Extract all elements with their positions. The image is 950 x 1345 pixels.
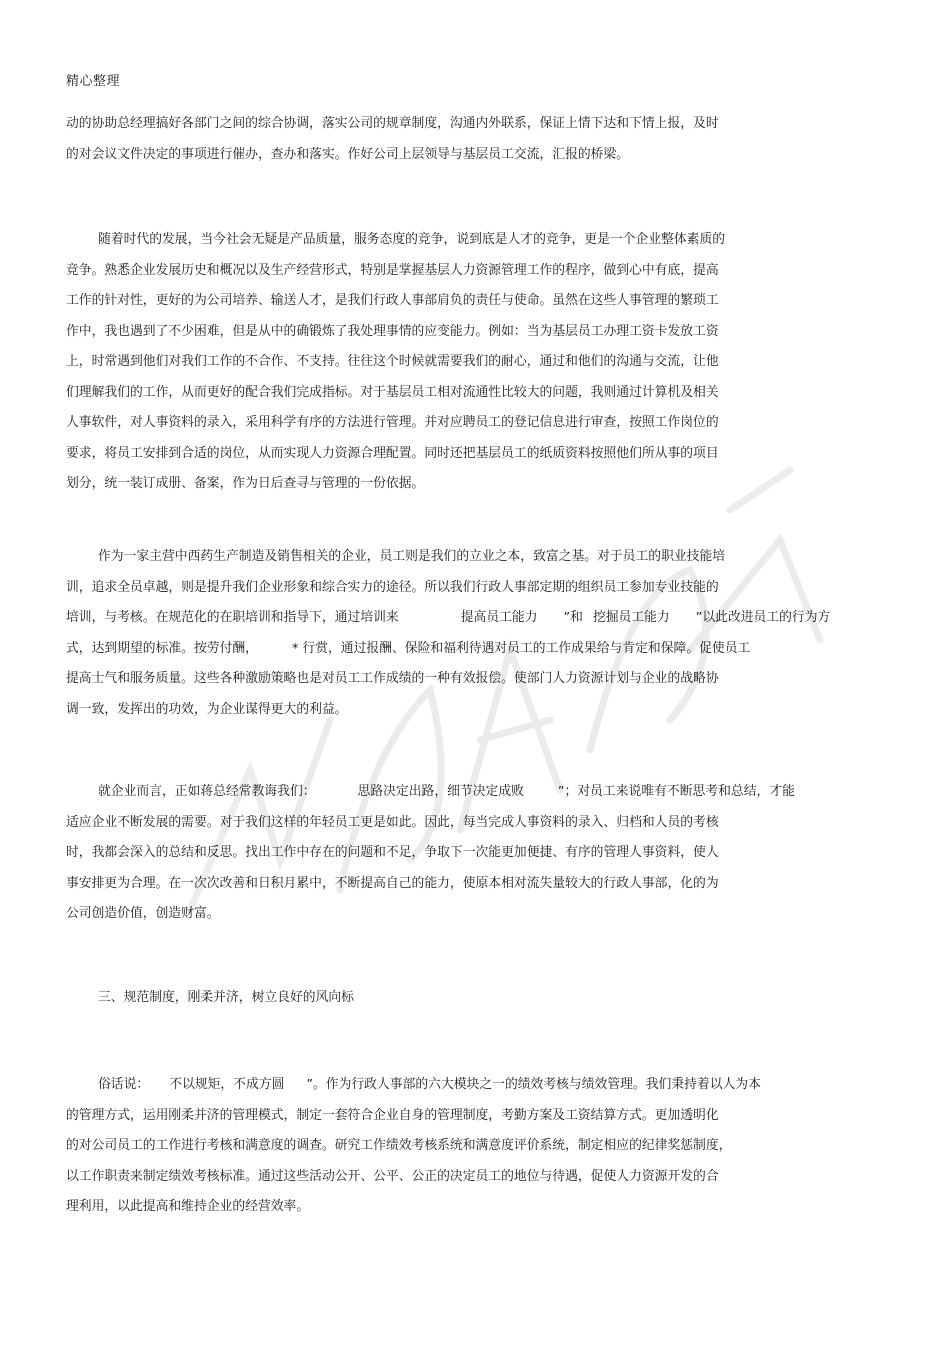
page-header: 精心整理 [66, 74, 121, 89]
paragraph-2 [66, 225, 866, 500]
paragraph-5 [66, 1070, 866, 1223]
text-line: 划分，统一装订成册、备案，作为日后查寻与管理的一份依据。 [66, 476, 425, 491]
text-line: 训，追求全员卓越，则是提升我们企业形象和综合实力的途径。所以我们行政人事部定期的组织员工参加专业技能的 [66, 579, 719, 595]
text-segment: ”；对员工来说唯有不断思考和总结，才能 [557, 784, 795, 799]
quoted-phrase: 挖掘员工能力 [592, 610, 670, 625]
text-line: 作中，我也遇到了不少困难，但是从中的确锻炼了我处理事情的应变能力。例如：当为基层员工办理工资卡发放工资 [66, 323, 719, 339]
paragraph-1 [66, 109, 866, 170]
text-line: 的对会议文件决定的事项进行催办，查办和落实。作好公司上层领导与基层员工交流，汇报的桥梁。 [66, 146, 630, 162]
text-line: 的管理方式，运用刚柔并济的管理模式，制定一套符合企业自身的管理制度，考勤方案及工资结算方式。更加透明化 [66, 1107, 719, 1123]
text-line [66, 777, 866, 808]
text-line [66, 634, 866, 665]
text-line: 事安排更为合理。在一次次改善和日积月累中，不断提高自己的能力，使原本相对流失量较大的行政人事部，化的为 [66, 875, 719, 891]
text-segment: 培训，与考核。在规范化的在职培训和指导下，通过培训来 [66, 610, 399, 625]
paragraph-4 [66, 777, 866, 930]
text-line: 作为一家主营中西药生产制造及销售相关的企业，员工则是我们的立业之本，致富之基。对于员工的职业技能培 [98, 549, 726, 564]
text-line: 上，时常遇到他们对我们工作的不合作、不支持。往往这个时候就需要我们的耐心，通过和他们的沟通与交流，让他 [66, 354, 719, 369]
text-line: 公司创造价值，创造财富。 [66, 906, 220, 921]
section-heading [66, 983, 866, 1014]
text-line: 时，我都会深入的总结和反思。找出工作中存在的问题和不足，争取下一次能更加便捷、有序的管理人事资料，使人 [66, 845, 719, 860]
text-line: 提高士气和服务质量。这些各种激励策略也是对员工工作成绩的一种有效报偿。使部门人力资源计划与企业的战略协 [66, 671, 719, 686]
text-line: 调一致，发挥出的功效，为企业谋得更大的利益。 [66, 701, 348, 717]
text-line: 的对公司员工的工作进行考核和满意度的调查。研究工作绩效考核系统和满意度评价系统，制定相应的纪律奖惩制度， [66, 1138, 732, 1153]
text-line: 理利用，以此提高和维持企业的经营效率。 [66, 1199, 310, 1214]
text-segment: 俗话说： [98, 1077, 150, 1092]
text-line: 们理解我们的工作，从而更好的配合我们完成指标。对于基层员工相对流通性比较大的问题，我则通过计算机及相关 [66, 384, 719, 400]
text-segment: 式，达到期望的标准。按劳付酬， [66, 640, 258, 656]
text-segment: ”以此改进员工的行为方 [695, 610, 831, 625]
text-line: 动的协助总经理搞好各部门之间的综合协调，落实公司的规章制度，沟通内外联系，保证上情下达和下情上报，及时 [66, 116, 719, 131]
text-segment: ”。作为行政人事部的六大模块之一的绩效考核与绩效管理。我们秉持着以人为本 [306, 1077, 761, 1092]
text-segment: * 行赏，通过报酬、保险和福利待遇对员工的工作成果给与肯定和保障。促使员工 [291, 640, 751, 656]
text-line: 以工作职责来制定绩效考核标准。通过这些活动公开、公平、公正的决定员工的地位与待遇，促使人力资源开发的合 [66, 1168, 719, 1184]
paragraph-3 [66, 542, 866, 725]
text-segment: ”和 [563, 610, 583, 625]
quoted-phrase: 提高员工能力 [460, 610, 538, 625]
text-line: 人事软件，对人事资料的录入，采用科学有序的方法进行管理。并对应聘员工的登记信息进行审查，按照工作岗位的 [66, 415, 719, 430]
text-line: 适应企业不断发展的需要。对于我们这样的年轻员工更是如此。因此，每当完成人事资料的录入、归档和人员的考核 [66, 814, 719, 830]
text-line: 工作的针对性，更好的为公司培养、输送人才，是我们行政人事部肩负的责任与使命。虽然在这些人事管理的繁琐工 [66, 293, 719, 308]
text-line [66, 603, 866, 634]
quoted-phrase: 不以规矩，不成方圆 [169, 1077, 285, 1092]
text-line [66, 1070, 866, 1101]
text-line: 要求，将员工安排到合适的岗位，从而实现人力资源合理配置。同时还把基层员工的纸质资料按照他们所从事的项目 [66, 445, 719, 461]
text-line: 随着时代的发展，当今社会无疑是产品质量，服务态度的竞争，说到底是人才的竞争，更是一个企业整体素质的 [98, 232, 726, 247]
heading-text: 三、规范制度，刚柔并济，树立良好的风向标 [98, 990, 354, 1005]
text-line: 竞争。熟悉企业发展历史和概况以及生产经营形式，特别是掌握基层人力资源管理工作的程序，做到心中有底，提高 [66, 262, 719, 278]
quoted-phrase: 思路决定出路，细节决定成败 [357, 784, 524, 799]
text-segment: 就企业而言，正如蒋总经常教诲我们： [98, 784, 316, 799]
